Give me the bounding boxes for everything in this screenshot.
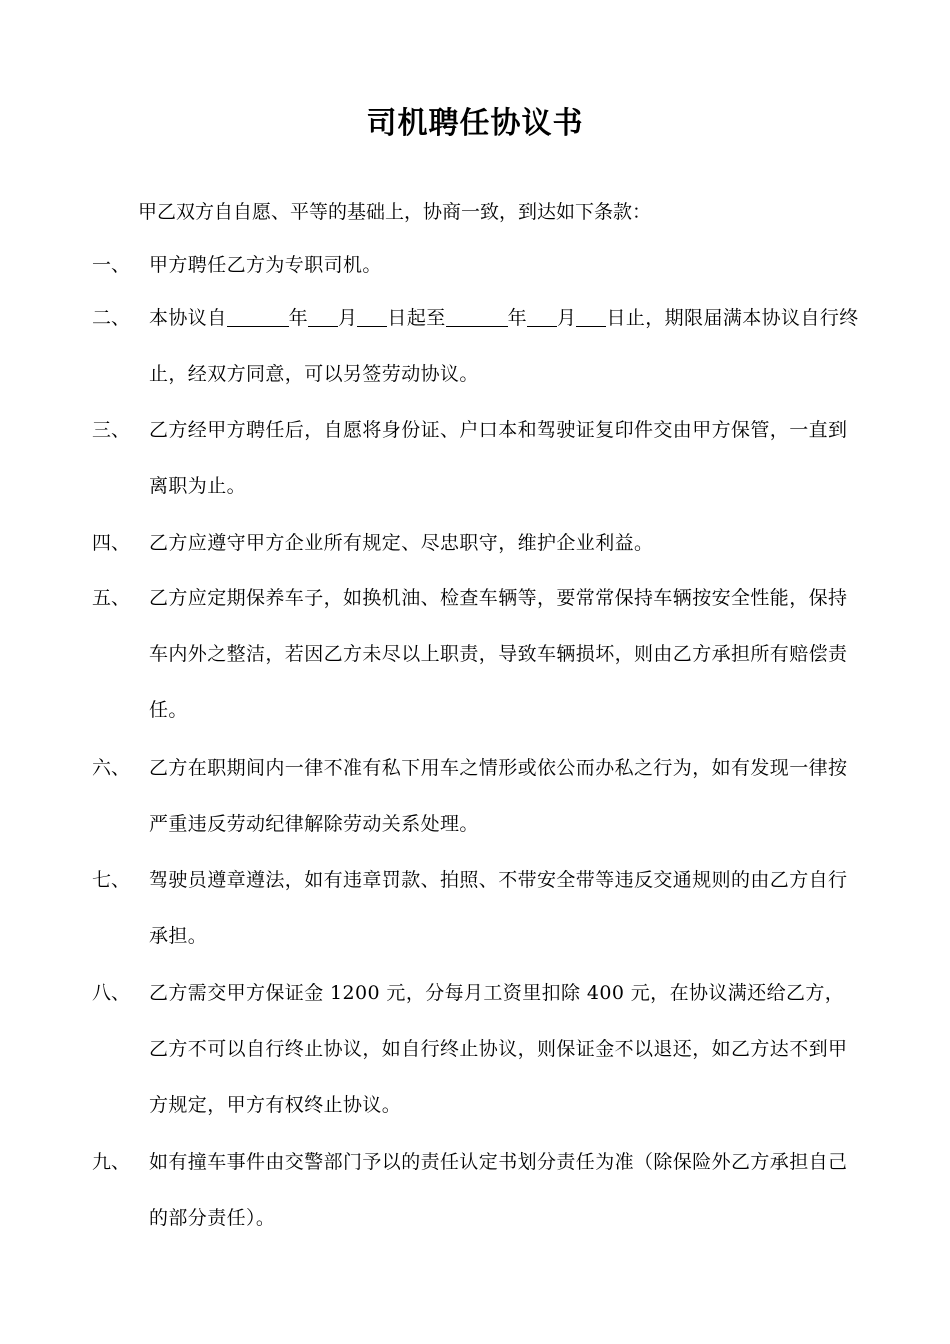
clause-text-segment: 年: [507, 307, 528, 329]
clause-text: 乙方需交甲方保证金 1200 元，分每月工资里扣除 400 元，在协议满还给乙方，乙方不可以自行终止协议，如自行终止协议，则保证金不以退还，如乙方达不到甲方规定，甲方有权终止协议。: [149, 982, 848, 1116]
clause-text: 如有撞车事件由交警部门予以的责任认定书划分责任为准（除保险外乙方承担自己的部分责任）。: [149, 1151, 848, 1229]
clause-number: 八、: [92, 982, 131, 1004]
clause-number: 六、: [92, 757, 131, 779]
end-year-blank[interactable]: [446, 306, 508, 327]
clause-text: 乙方应遵守甲方企业所有规定、尽忠职守，维护企业利益。: [149, 532, 654, 554]
start-day-blank[interactable]: [357, 306, 387, 327]
clause-text: 驾驶员遵章遵法，如有违章罚款、拍照、不带安全带等违反交通规则的由乙方自行承担。: [149, 869, 848, 947]
end-month-blank[interactable]: [527, 306, 557, 327]
clause-text-segment: 年: [288, 307, 309, 329]
clause-number: 四、: [92, 532, 131, 554]
clause-text-segment: 本协议自: [149, 307, 227, 329]
clause-text: 乙方在职期间内一律不准有私下用车之情形或依公而办私之行为，如有发现一律按严重违反劳动纪律解除劳动关系处理。: [149, 757, 848, 835]
clause-text: [149, 290, 863, 402]
clause-number: 七、: [92, 869, 131, 891]
clause-text-segment: 日起至: [387, 307, 446, 329]
clause-text-segment: 日止，期限届满本协议自行终止，经双方同意，可以另签劳动协议。: [149, 307, 859, 385]
clause-text: 乙方经甲方聘任后，自愿将身份证、户口本和驾驶证复印件交由甲方保管，一直到离职为止。: [149, 419, 848, 497]
clause-text-segment: 月: [338, 307, 358, 329]
clause-number: 三、: [92, 419, 131, 441]
clause-number: 二、: [92, 307, 131, 329]
clause-text-segment: 月: [557, 307, 577, 329]
clause-number: 九、: [92, 1151, 131, 1173]
start-year-blank[interactable]: [227, 306, 289, 327]
document-title: 司机聘任协议书: [366, 106, 584, 141]
clause-text: 乙方应定期保养车子，如换机油、检查车辆等，要常常保持车辆按安全性能，保持车内外之整洁，若因乙方未尽以上职责，导致车辆损坏，则由乙方承担所有赔偿责任。: [149, 587, 848, 721]
clause-number: 五、: [92, 587, 131, 609]
clause-text: 甲方聘任乙方为专职司机。: [149, 254, 382, 276]
start-month-blank[interactable]: [308, 306, 338, 327]
end-day-blank[interactable]: [576, 306, 606, 327]
intro-paragraph: 甲乙双方自自愿、平等的基础上，协商一致，到达如下条款：: [138, 201, 652, 223]
clause-number: 一、: [92, 254, 131, 276]
